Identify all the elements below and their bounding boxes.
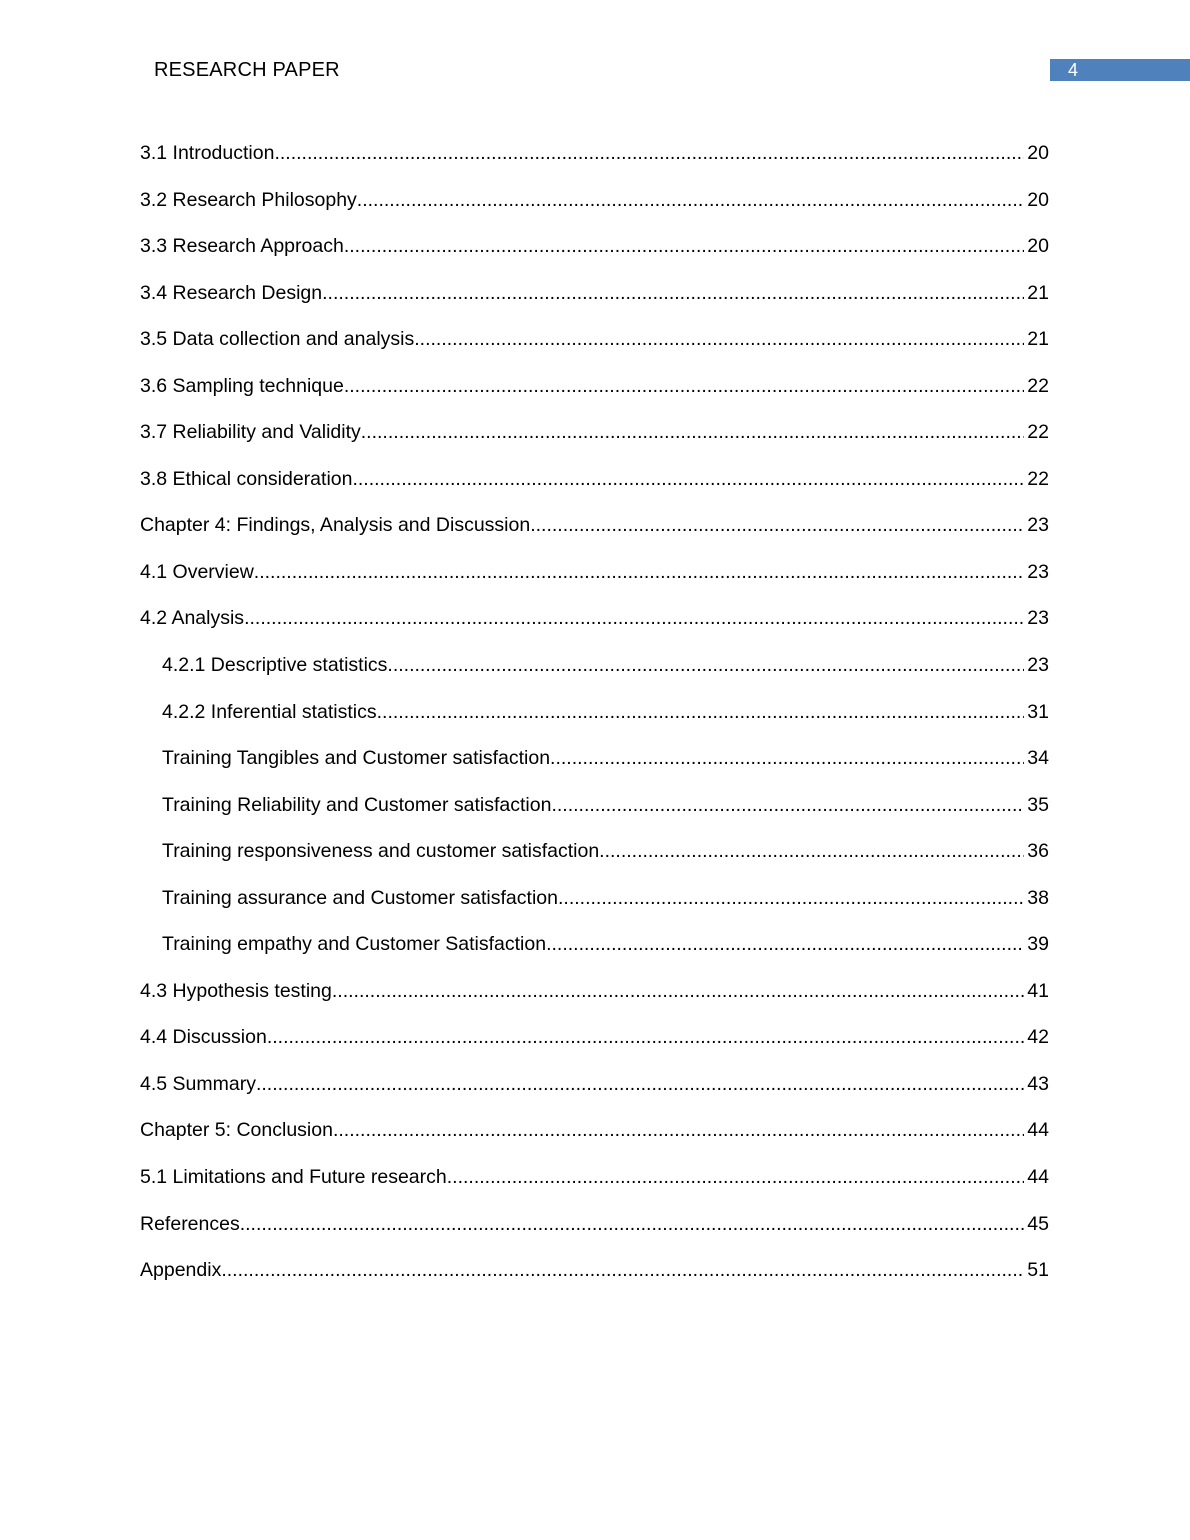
toc-entry-page: 41	[1027, 979, 1049, 1002]
toc-entry-label: 3.7 Reliability and Validity	[140, 421, 361, 444]
toc-entry-page: 23	[1027, 607, 1049, 630]
toc-entry-page: 21	[1027, 281, 1049, 304]
toc-dot-leader	[344, 229, 1024, 263]
toc-entry-label: 4.3 Hypothesis testing	[140, 979, 332, 1002]
toc-entry-label: Training empathy and Customer Satisfaction	[162, 933, 547, 956]
toc-entry-page: 31	[1027, 700, 1049, 723]
toc-dot-leader	[240, 1207, 1025, 1241]
table-of-contents	[140, 136, 1049, 1300]
page-number-badge	[1050, 59, 1190, 81]
toc-entry-label: Training responsiveness and customer satisfaction	[162, 840, 600, 863]
toc-entry-label: 4.2.2 Inferential statistics	[162, 700, 377, 723]
toc-entry[interactable]	[140, 1113, 1049, 1160]
toc-entry[interactable]	[140, 741, 1049, 788]
toc-entry-page: 22	[1027, 421, 1049, 444]
toc-entry-label: 3.1 Introduction	[140, 142, 275, 164]
toc-entry-page: 20	[1027, 142, 1049, 164]
toc-entry-label: Training assurance and Customer satisfaction	[162, 886, 558, 909]
toc-entry-label: Appendix	[140, 1259, 222, 1282]
toc-entry[interactable]	[140, 881, 1049, 928]
toc-entry-label: 3.2 Research Philosophy	[140, 188, 357, 211]
toc-entry-page: 43	[1027, 1072, 1049, 1095]
toc-entry-page: 39	[1027, 933, 1049, 956]
toc-dot-leader	[546, 927, 1024, 961]
toc-entry-page: 38	[1027, 886, 1049, 909]
toc-entry-page: 36	[1027, 840, 1049, 863]
toc-dot-leader	[550, 741, 1024, 775]
toc-entry[interactable]	[140, 369, 1049, 416]
toc-entry[interactable]	[140, 1067, 1049, 1114]
toc-entry-label: 3.3 Research Approach	[140, 235, 344, 258]
toc-entry-page: 20	[1027, 235, 1049, 258]
toc-dot-leader	[361, 415, 1025, 449]
toc-dot-leader	[387, 648, 1024, 682]
toc-dot-leader	[599, 834, 1024, 868]
toc-entry[interactable]	[140, 462, 1049, 509]
toc-entry[interactable]	[140, 555, 1049, 602]
toc-entry-page: 42	[1027, 1026, 1049, 1049]
toc-dot-leader	[254, 555, 1025, 589]
toc-dot-leader	[414, 322, 1024, 356]
toc-entry-label: Chapter 5: Conclusion	[140, 1119, 333, 1142]
toc-entry-page: 44	[1027, 1166, 1049, 1189]
toc-entry-page: 23	[1027, 560, 1049, 583]
toc-entry-label: 3.6 Sampling technique	[140, 374, 344, 397]
toc-entry[interactable]	[140, 229, 1049, 276]
toc-entry-page: 51	[1027, 1259, 1049, 1282]
toc-entry-label: Chapter 4: Findings, Analysis and Discussion	[140, 514, 531, 537]
toc-dot-leader	[558, 881, 1024, 915]
toc-entry[interactable]	[140, 508, 1049, 555]
toc-entry-page: 44	[1027, 1119, 1049, 1142]
toc-dot-leader	[551, 788, 1024, 822]
toc-entry[interactable]	[140, 322, 1049, 369]
toc-dot-leader	[274, 136, 1024, 170]
toc-entry-label: 3.5 Data collection and analysis	[140, 328, 415, 351]
running-header-title: RESEARCH PAPER	[154, 59, 340, 81]
toc-entry-label: 4.2 Analysis	[140, 607, 245, 630]
toc-entry-page: 34	[1027, 747, 1049, 770]
toc-dot-leader	[267, 1020, 1024, 1054]
page-number: 4	[1068, 60, 1079, 80]
toc-entry[interactable]	[140, 136, 1049, 183]
toc-entry-label: Training Reliability and Customer satisfaction	[162, 793, 552, 816]
toc-entry[interactable]	[140, 788, 1049, 835]
toc-dot-leader	[352, 462, 1024, 496]
toc-entry[interactable]	[140, 415, 1049, 462]
toc-entry-label: 4.2.1 Descriptive statistics	[162, 654, 388, 677]
toc-dot-leader	[357, 183, 1025, 217]
toc-dot-leader	[244, 601, 1024, 635]
toc-entry-page: 35	[1027, 793, 1049, 816]
toc-entry[interactable]	[140, 695, 1049, 742]
toc-entry[interactable]	[140, 927, 1049, 974]
toc-entry-label: References	[140, 1212, 240, 1235]
toc-dot-leader	[530, 508, 1024, 542]
toc-dot-leader	[333, 1113, 1024, 1147]
toc-dot-leader	[221, 1253, 1024, 1287]
toc-dot-leader	[377, 695, 1025, 729]
toc-entry[interactable]	[140, 648, 1049, 695]
toc-entry[interactable]	[140, 183, 1049, 230]
toc-entry-page: 45	[1027, 1212, 1049, 1235]
toc-entry[interactable]	[140, 834, 1049, 881]
toc-entry-page: 23	[1027, 654, 1049, 677]
toc-entry-page: 22	[1027, 374, 1049, 397]
toc-entry[interactable]	[140, 974, 1049, 1021]
toc-dot-leader	[447, 1160, 1025, 1194]
toc-entry-label: 4.1 Overview	[140, 560, 254, 583]
toc-entry[interactable]	[140, 1020, 1049, 1067]
toc-entry[interactable]	[140, 1160, 1049, 1207]
toc-entry-label: 4.4 Discussion	[140, 1026, 267, 1049]
toc-dot-leader	[332, 974, 1024, 1008]
toc-entry[interactable]	[140, 601, 1049, 648]
toc-dot-leader	[322, 276, 1024, 310]
toc-entry-page: 20	[1027, 188, 1049, 211]
toc-entry[interactable]	[140, 276, 1049, 323]
toc-entry[interactable]	[140, 1207, 1049, 1254]
toc-entry-page: 21	[1027, 328, 1049, 351]
toc-entry-page: 23	[1027, 514, 1049, 537]
toc-dot-leader	[256, 1067, 1024, 1101]
toc-entry-label: 5.1 Limitations and Future research	[140, 1166, 447, 1189]
toc-entry-label: Training Tangibles and Customer satisfaction	[162, 747, 551, 770]
toc-entry-label: 3.8 Ethical consideration	[140, 467, 353, 490]
toc-entry-label: 3.4 Research Design	[140, 281, 323, 304]
toc-entry[interactable]	[140, 1253, 1049, 1300]
toc-dot-leader	[344, 369, 1024, 403]
toc-entry-page: 22	[1027, 467, 1049, 490]
toc-entry-label: 4.5 Summary	[140, 1072, 256, 1095]
